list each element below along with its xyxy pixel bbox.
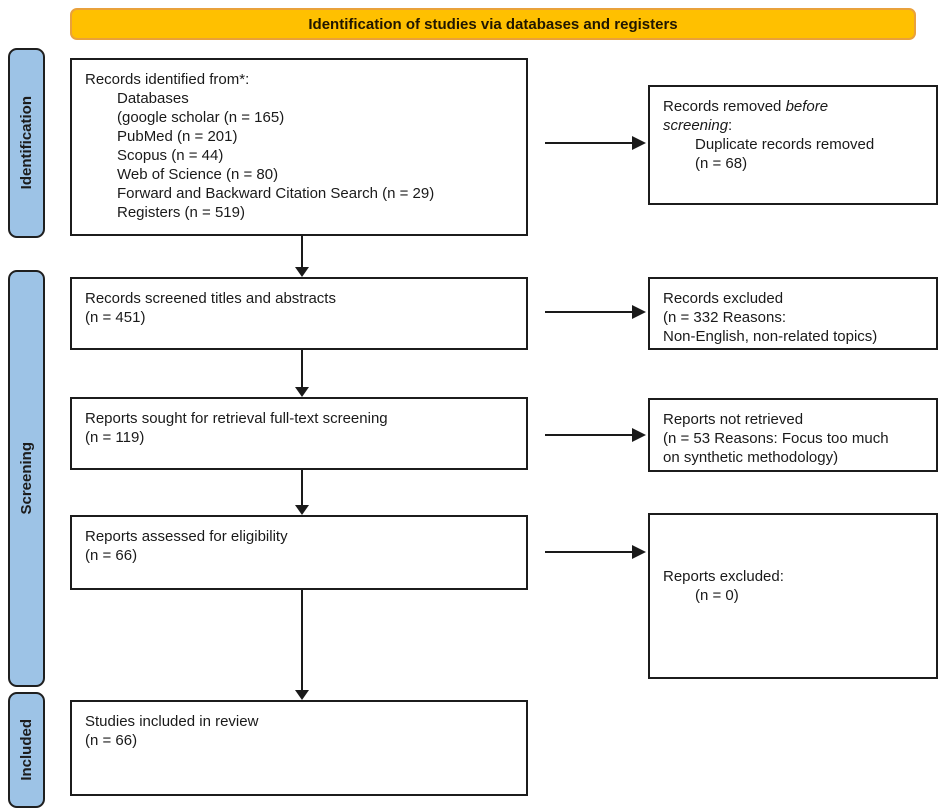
- box-reports-excluded: [648, 513, 938, 679]
- box-text-line: Studies included in review: [85, 713, 259, 730]
- arrow-line: [301, 350, 303, 388]
- box-text-line: (n = 451): [85, 309, 146, 326]
- arrow-line: [545, 551, 632, 553]
- diagram-title: Identification of studies via databases and registers: [308, 15, 678, 33]
- box-text-line: Records removed before: [663, 98, 829, 115]
- box-text-line: (n = 68): [695, 155, 748, 172]
- box-text-line: Registers (n = 519): [117, 204, 245, 221]
- box-text-line: Reports assessed for eligibility: [85, 528, 288, 545]
- arrow-head-icon: [632, 545, 646, 559]
- box-text-line: Records identified from*:: [85, 71, 250, 88]
- stage-label-text: Identification: [18, 96, 35, 190]
- box-text-line: PubMed (n = 201): [117, 128, 238, 145]
- arrow-head-icon: [295, 690, 309, 700]
- box-text-line: Records excluded: [663, 290, 784, 307]
- arrow-head-icon: [295, 387, 309, 397]
- box-text-line: (n = 66): [85, 547, 138, 564]
- box-records-screened: [70, 277, 528, 350]
- box-text-line: screening:: [663, 117, 733, 134]
- box-text-line: (google scholar (n = 165): [117, 109, 285, 126]
- arrow-line: [545, 434, 632, 436]
- arrow-head-icon: [632, 305, 646, 319]
- stage-label-identification: [8, 48, 45, 238]
- box-text-line: Records screened titles and abstracts: [85, 290, 336, 307]
- box-text-line: Duplicate records removed: [695, 136, 875, 153]
- arrow-line: [301, 590, 303, 691]
- box-studies-included: [70, 700, 528, 796]
- box-text-line: Forward and Backward Citation Search (n = 29): [117, 185, 435, 202]
- box-text-line: Reports sought for retrieval full-text screening: [85, 410, 388, 427]
- box-text-line: Reports excluded:: [663, 568, 784, 585]
- box-text-line: Web of Science (n = 80): [117, 166, 279, 183]
- arrow-head-icon: [295, 505, 309, 515]
- box-text-line: (n = 66): [85, 732, 138, 749]
- box-text-line: (n = 53 Reasons: Focus too much: [663, 430, 889, 447]
- stage-label-screening: [8, 270, 45, 687]
- diagram-title-banner: [70, 8, 916, 40]
- arrow-line: [545, 142, 632, 144]
- box-text-line: Reports not retrieved: [663, 411, 804, 428]
- arrow-head-icon: [632, 428, 646, 442]
- arrow-line: [545, 311, 632, 313]
- stage-label-included: [8, 692, 45, 808]
- box-text-line: Non-English, non-related topics): [663, 328, 878, 345]
- arrow-line: [301, 470, 303, 506]
- box-text-line: Scopus (n = 44): [117, 147, 224, 164]
- box-reports-not-retrieved: [648, 398, 938, 472]
- stage-label-text: Screening: [18, 442, 35, 515]
- box-reports-assessed: [70, 515, 528, 590]
- box-records-identified: [70, 58, 528, 236]
- arrow-head-icon: [295, 267, 309, 277]
- box-records-excluded: [648, 277, 938, 350]
- box-records-removed: [648, 85, 938, 205]
- arrow-line: [301, 236, 303, 268]
- box-text-line: (n = 119): [85, 429, 145, 446]
- box-text-line: Databases: [117, 90, 189, 107]
- box-text-line: (n = 0): [695, 587, 739, 604]
- stage-label-text: Included: [18, 719, 35, 781]
- arrow-head-icon: [632, 136, 646, 150]
- box-text-line: (n = 332 Reasons:: [663, 309, 786, 326]
- box-reports-sought: [70, 397, 528, 470]
- box-text-line: on synthetic methodology): [663, 449, 839, 466]
